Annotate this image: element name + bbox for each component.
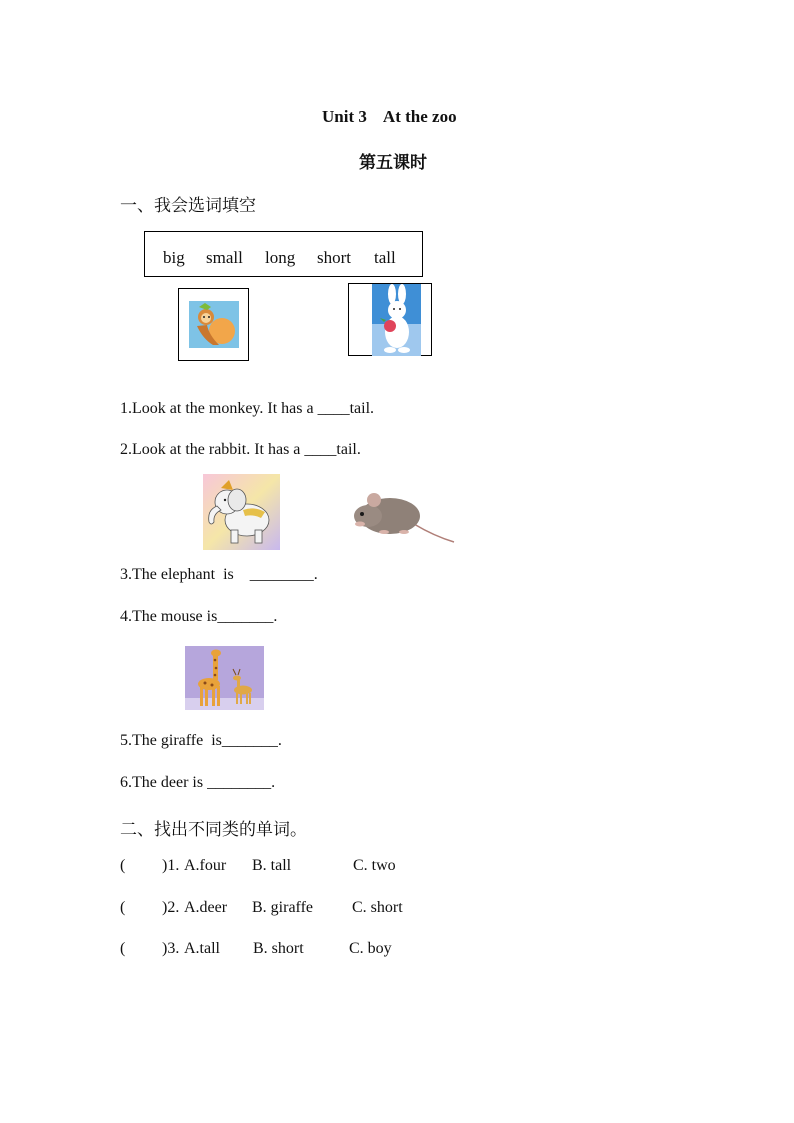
- option-c: C. short: [352, 899, 403, 916]
- section1-heading: 一、我会选词填空: [120, 196, 256, 215]
- item-number: )3.: [162, 940, 180, 957]
- option-a: A.deer: [184, 899, 228, 916]
- word-bank-word: small: [206, 248, 243, 267]
- elephant-picture: [203, 474, 280, 550]
- item-number: )1.: [162, 857, 180, 874]
- question-5: 5.The giraffe is_______.: [120, 732, 282, 749]
- item-paren: (: [120, 899, 126, 916]
- rabbit-picture-frame: [348, 283, 432, 356]
- question-1: 1.Look at the monkey. It has a ____tail.: [120, 400, 375, 417]
- option-b: B. tall: [252, 857, 292, 874]
- option-c: C. two: [353, 857, 396, 874]
- mouse-picture: [344, 484, 456, 550]
- question-3: 3.The elephant is ________.: [120, 566, 318, 583]
- option-b: B. giraffe: [252, 899, 314, 916]
- word-bank-word: long: [265, 248, 296, 267]
- page-title: Unit 3 At the zoo: [322, 107, 457, 126]
- giraffe-deer-picture: [185, 646, 264, 710]
- option-a: A.tall: [184, 940, 220, 957]
- monkey-icon: [189, 301, 239, 348]
- option-c: C. boy: [349, 940, 392, 957]
- question-6: 6.The deer is ________.: [120, 774, 276, 791]
- item-number: )2.: [162, 899, 180, 916]
- item-paren: (: [120, 857, 126, 874]
- word-bank-word: big: [163, 248, 185, 267]
- option-a: A.four: [184, 857, 227, 874]
- word-bank-box: [144, 231, 423, 277]
- rabbit-icon: [372, 284, 421, 356]
- word-bank-word: tall: [374, 248, 396, 267]
- section2-heading: 二、找出不同类的单词。: [120, 820, 307, 839]
- question-4: 4.The mouse is_______.: [120, 608, 278, 625]
- lesson-title: 第五课时: [359, 153, 427, 172]
- question-2: 2.Look at the rabbit. It has a ____tail.: [120, 441, 361, 458]
- monkey-picture-frame: [178, 288, 249, 361]
- option-b: B. short: [253, 940, 304, 957]
- word-bank-word: short: [317, 248, 351, 267]
- item-paren: (: [120, 940, 126, 957]
